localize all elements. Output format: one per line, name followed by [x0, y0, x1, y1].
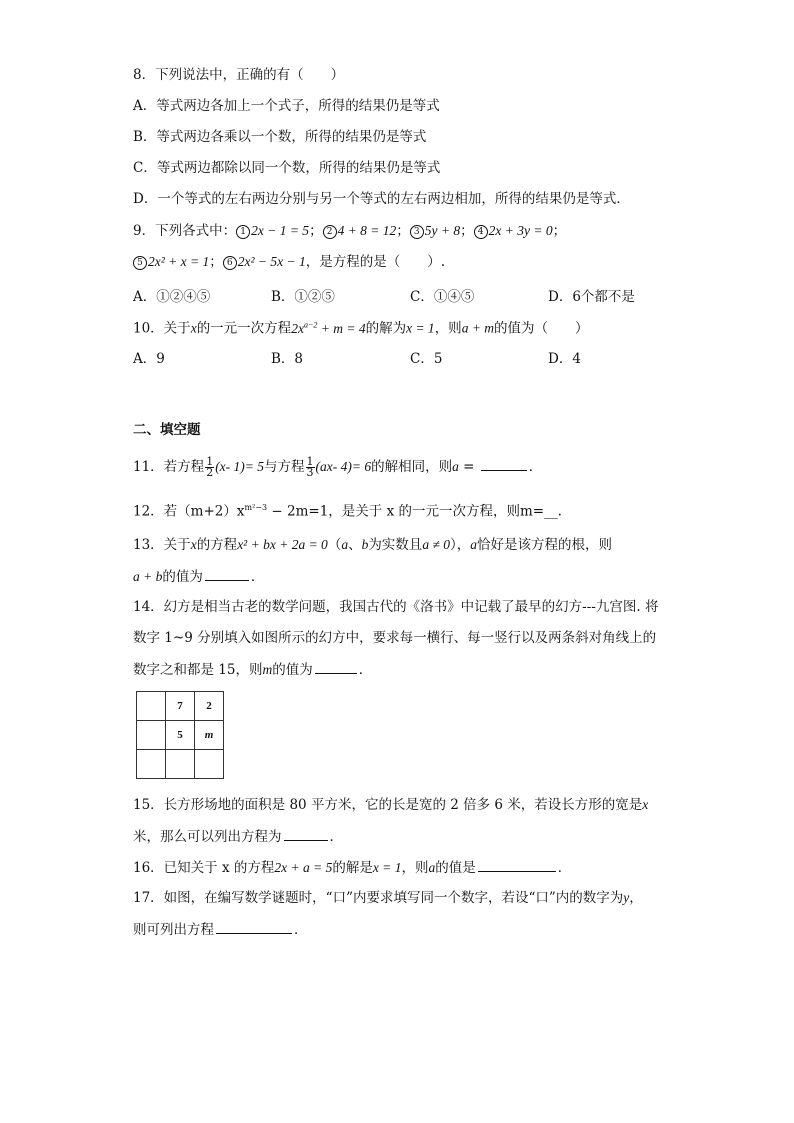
q11-stem — [133, 454, 542, 480]
grid-cell — [195, 750, 224, 779]
q13-param-a: a — [341, 537, 349, 552]
grid-row — [137, 692, 224, 721]
q10-equation — [291, 321, 365, 336]
q11-answer-blank[interactable] — [481, 457, 527, 471]
q11-fraction-half — [205, 457, 214, 478]
q13-tail: 恰好是该方程的根，则 — [476, 537, 612, 553]
q8-option-c: C．等式两边都除以同一个数，所得的结果仍是等式 — [133, 160, 441, 176]
q9-suffix: ，是方程的是（ ）. — [305, 254, 446, 270]
q13-line1 — [133, 536, 612, 554]
fraction-denominator: 2 — [206, 466, 214, 479]
q15-answer-blank[interactable] — [284, 827, 328, 841]
q17-line2-text: 则可列出方程 — [133, 922, 214, 938]
q15-line2 — [133, 827, 343, 846]
grid-row — [137, 721, 224, 750]
q13-sep: 、 — [348, 537, 362, 553]
grid-cell: 2 — [195, 692, 224, 721]
grid-cell — [137, 692, 166, 721]
q14-answer-blank[interactable] — [315, 660, 357, 674]
fraction-denominator: 3 — [306, 466, 314, 479]
q14-line3-end: 的值为 — [272, 662, 313, 678]
grid-cell: 7 — [166, 692, 195, 721]
q13-paren-close: ）， — [449, 537, 471, 553]
q15-line2-text: 米，那么可以列出方程为 — [133, 829, 282, 845]
grid-cell: m — [195, 721, 224, 750]
grid-cell — [137, 721, 166, 750]
q10-mid: 的一元一次方程 — [196, 320, 292, 337]
q10-eq-rest: + m = 4 — [317, 320, 366, 336]
q14-period: ． — [358, 662, 373, 678]
q13-answer-blank[interactable] — [205, 567, 249, 581]
q14-line2: 数字 1~9 分别填入如图所示的幻方中，要求每一横行、每一竖行以及两条斜对角线上的 — [133, 630, 657, 646]
q9-stem-line2: 5 2x² + x = 1； 6 2x² − 5x − 1，是方程的是（ ）. — [133, 253, 445, 271]
q15-line1 — [133, 796, 648, 814]
q14-line3 — [133, 660, 372, 679]
q10-option-c: C．5 — [410, 351, 443, 367]
q16-mid2: ，则 — [401, 860, 429, 876]
q16-period: ． — [557, 860, 572, 876]
q9-expr-6: 2x² − 5x − 1 — [237, 254, 306, 269]
q10-eq-base: 2x — [291, 320, 304, 336]
q11-fraction-third — [306, 457, 315, 478]
q10-option-a: A．9 — [133, 351, 165, 367]
q9-stem-line1: 9．下列各式中： 1 2x − 1 = 5； 2 4 + 8 = 12； 3 5y + 8； 4 2x + 3y = 0； — [133, 223, 567, 239]
q13-condition: 为实数且 — [368, 537, 423, 553]
q10-prefix: 10．关于 — [133, 320, 191, 337]
q13-line2 — [133, 567, 264, 586]
q12-text-1: 12．若（m+2）x — [133, 503, 245, 520]
q14-var: m — [262, 662, 273, 677]
q10-var: x — [190, 320, 197, 336]
q9-option-d: D．6个都不是 — [548, 289, 635, 305]
grid-cell — [137, 750, 166, 779]
circle-number-icon: 6 — [223, 256, 237, 270]
q13-inequality: a ≠ 0 — [422, 537, 450, 552]
q16-solution: x = 1 — [372, 860, 402, 875]
q11-prefix: 11．若方程 — [133, 459, 205, 475]
q15-var: x — [642, 797, 649, 812]
q8-stem: 8．下列说法中，正确的有（ ） — [133, 67, 345, 83]
q10-solution: x = 1 — [406, 320, 435, 336]
q9-expr-3: 5y + 8 — [424, 223, 461, 238]
q9-prefix: 9．下列各式中： — [133, 223, 237, 239]
q9-option-a: A．①②④⑤ — [133, 289, 211, 305]
section-heading-fill-blank: 二、填空题 — [133, 422, 201, 438]
circle-number-icon: 3 — [410, 225, 424, 239]
q11-eqsign: = — [458, 459, 479, 475]
q16-mid: 的解是 — [332, 860, 373, 876]
q13-period: ． — [250, 569, 265, 585]
q9-option-b: B．①②⑤ — [271, 289, 335, 305]
q10-mid3: ，则 — [434, 320, 462, 337]
q11-equation-2: (ax- 4)= 6 — [315, 459, 372, 474]
q13-param-b: b — [361, 537, 369, 552]
q13-paren-open: （ — [327, 537, 342, 553]
q17-line2 — [133, 920, 308, 939]
q13-var: x — [190, 537, 197, 552]
q16-var: a — [428, 860, 436, 875]
q9-expr-2: 4 + 8 = 12 — [337, 223, 397, 238]
grid-cell — [166, 750, 195, 779]
q16-answer-blank[interactable] — [478, 858, 556, 872]
q16-equation: 2x + a = 5 — [274, 860, 333, 875]
q8-option-d: D．一个等式的左右两边分别与另一个等式的左右两边相加，所得的结果仍是等式． — [133, 191, 630, 207]
q9-expr-4: 2x + 3y = 0 — [488, 223, 553, 238]
circle-number-icon: 2 — [323, 225, 337, 239]
q17-answer-blank[interactable] — [216, 920, 292, 934]
q13-expression: a + b — [133, 569, 163, 584]
fraction-numerator: 1 — [206, 455, 214, 468]
circle-number-icon: 5 — [133, 256, 147, 270]
q8-option-a: A．等式两边各加上一个式子，所得的结果仍是等式 — [133, 98, 440, 114]
q11-period: ． — [528, 459, 543, 475]
q16-stem — [133, 858, 571, 877]
q11-end: 的解相同，则 — [371, 459, 453, 475]
q9-expr-1: 2x − 1 = 5 — [251, 223, 310, 238]
q14-line3-prefix: 数字之和都是 15，则 — [133, 662, 263, 678]
q13-prefix: 13．关于 — [133, 537, 191, 553]
grid-row — [137, 750, 224, 779]
q17-line1 — [133, 889, 643, 907]
q15-period: ． — [329, 829, 343, 845]
q10-end: 的值为（ ） — [494, 320, 589, 337]
q17-period: ． — [294, 922, 308, 938]
q10-option-b: B．8 — [271, 351, 304, 367]
q10-option-d: D．4 — [548, 351, 581, 367]
q10-mid2: 的解为 — [365, 320, 407, 337]
circle-number-icon: 4 — [474, 225, 488, 239]
q10-target: a + m — [461, 320, 495, 336]
q9-option-c: C．①④⑤ — [410, 289, 475, 305]
q13-equation: x² + bx + 2a = 0 — [237, 537, 328, 552]
q11-var: a — [452, 459, 459, 474]
q11-mid: 与方程 — [264, 459, 305, 475]
q9-expr-5: 2x² + x = 1 — [148, 254, 210, 269]
q12-text-2: − 2m=1，是关于 x 的一元一次方程，则m=__. — [267, 503, 562, 520]
q12-stem — [133, 499, 562, 521]
q16-end: 的值是 — [435, 860, 476, 876]
grid-cell: 5 — [166, 721, 195, 750]
q17-comma: ， — [629, 890, 643, 906]
magic-square-grid — [136, 691, 224, 779]
q13-mid: 的方程 — [196, 537, 238, 553]
fraction-numerator: 1 — [306, 455, 314, 468]
q12-exponent: m²−3 — [244, 503, 268, 512]
q11-equation-1: (x- 1)= 5 — [215, 459, 265, 474]
q17-line1-text: 17．如图，在编写数学谜题时，“口”内要求填写同一个数字，若设“口”内的数字为 — [133, 890, 624, 906]
q17-var: y — [623, 890, 630, 905]
q14-line1: 14．幻方是相当古老的数学问题，我国古代的《洛书》中记载了最早的幻方---九宫图. 将 — [133, 599, 659, 615]
circle-number-icon: 1 — [236, 225, 250, 239]
q8-option-b: B．等式两边各乘以一个数，所得的结果仍是等式 — [133, 129, 427, 145]
q10-stem — [133, 316, 589, 338]
q13-param-a-2: a — [470, 537, 477, 552]
q16-prefix: 16．已知关于 x 的方程 — [133, 860, 275, 876]
q15-line1-text: 15．长方形场地的面积是 80 平方米，它的长是宽的 2 倍多 6 米，若设长方形的宽是 — [133, 797, 643, 813]
q10-eq-exponent: a−2 — [303, 320, 318, 329]
q13-line2-text: 的值为 — [162, 569, 203, 585]
